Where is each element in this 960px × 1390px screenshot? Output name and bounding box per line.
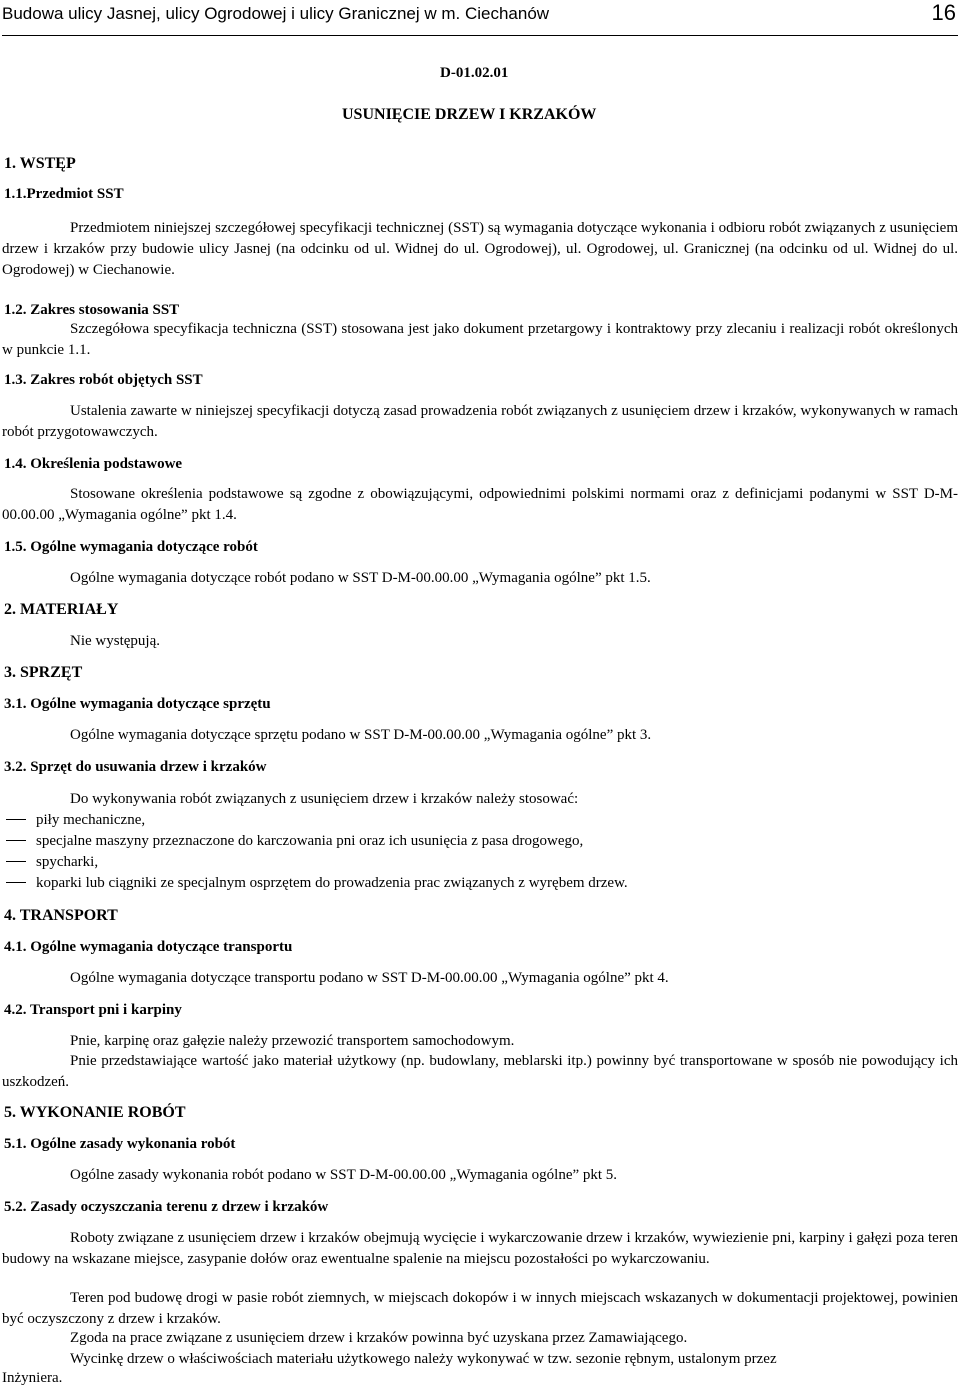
section-5-1-heading: 5.1. Ogólne zasady wykonania robót (4, 1136, 236, 1152)
header-title: Budowa ulicy Jasnej, ulicy Ogrodowej i ulicy Granicznej w m. Ciechanów (2, 4, 550, 23)
section-3-2-heading: 3.2. Sprzęt do usuwania drzew i krzaków (4, 759, 267, 775)
section-2-text: Nie występują. (70, 633, 160, 649)
section-1-5-text: Ogólne wymagania dotyczące robót podano w SST D-M-00.00.00 „Wymagania ogólne” pkt 1.5. (70, 570, 651, 586)
section-5-2-paragraph-3: Zgoda na prace związane z usunięciem drzew i krzaków powinna być uzyskana przez Zamawiającego. (70, 1330, 688, 1346)
section-5-2-paragraph-4: Wycinkę drzew o właściwościach materiału użytkowego należy wykonywać w tzw. sezonie rębnym, ustalonym przez (70, 1351, 777, 1367)
spec-code: D-01.02.01 (440, 65, 509, 81)
spec-title: USUNIĘCIE DRZEW I KRZAKÓW (342, 106, 597, 123)
dash-bullet (6, 819, 26, 821)
section-4-2-text-2: Pnie przedstawiające wartość jako materiał użytkowy (np. budowlany, meblarski itp.) powinny być transportowane w sposób nie powodujący ich uszkodzeń. (2, 1053, 958, 1090)
section-1-4-heading: 1.4. Określenia podstawowe (4, 456, 183, 472)
list-item: koparki lub ciągniki ze specjalnym osprzętem do prowadzenia prac związanych z wyrębem drzew. (6, 873, 628, 894)
section-3-2-text: Do wykonywania robót związanych z usunięciem drzew i krzaków należy stosować: (70, 791, 579, 807)
section-3-heading: 3. SPRZĘT (4, 664, 83, 681)
section-5-1-text: Ogólne zasady wykonania robót podano w SST D-M-00.00.00 „Wymagania ogólne” pkt 5. (70, 1167, 618, 1183)
list-item: specjalne maszyny przeznaczone do karczowania pni oraz ich usunięcia z pasa drogowego, (6, 831, 583, 852)
section-4-heading: 4. TRANSPORT (4, 907, 118, 924)
section-4-1-text: Ogólne wymagania dotyczące transportu podano w SST D-M-00.00.00 „Wymagania ogólne” pkt 4. (70, 970, 669, 986)
section-1-3-text: Ustalenia zawarte w niniejszej specyfikacji dotyczą zasad prowadzenia robót związanych z usunięciem drzew i krzaków, wykonywanych w ramach robót przygotowawczych. (2, 403, 958, 440)
section-1-1-heading: 1.1.Przedmiot SST (4, 186, 124, 202)
section-3-1-heading: 3.1. Ogólne wymagania dotyczące sprzętu (4, 696, 271, 712)
section-1-2-text: Szczegółowa specyfikacja techniczna (SST) stosowana jest jako dokument przetargowy i kontraktowy przy zlecaniu i realizacji robót określonych w punkcie 1.1. (2, 321, 958, 358)
section-1-4-text: Stosowane określenia podstawowe są zgodne z obowiązującymi, odpowiednimi polskimi normami oraz z definicjami podanymi w SST D-M-00.00.00 „Wymagania ogólne” pkt 1.4. (2, 486, 958, 523)
dash-bullet (6, 861, 26, 863)
section-5-2-paragraph-4-end: Inżyniera. (2, 1370, 63, 1386)
page-header (2, 2, 958, 36)
dash-bullet (6, 882, 26, 884)
section-1-2-heading: 1.2. Zakres stosowania SST (4, 302, 180, 318)
section-1-3-heading: 1.3. Zakres robót objętych SST (4, 372, 203, 388)
section-1-1-text: Przedmiotem niniejszej szczegółowej specyfikacji technicznej (SST) są wymagania dotyczące wykonania i odbioru robót związanych z usunięciem drzew i krzaków przy budowie ulicy Jasnej (na odcinku od ul. Widnej do ul. Ogrodowej), ul. Ogrodowej, ul. Granicznej (na odcinku od ul. Widnej do ul. Ogrodowej) w Ciechanowie. (2, 220, 958, 278)
list-item: piły mechaniczne, (6, 810, 145, 831)
section-5-2-paragraph-1: Roboty związane z usunięciem drzew i krzaków obejmują wycięcie i wykarczowanie drzew i krzaków, wywiezienie pni, karpiny i gałęzi poza teren budowy na wskazane miejsce, zasypanie dołów oraz ewentualne spalenie na miejscu pozostałości po wykarczowaniu. (2, 1230, 958, 1267)
dash-bullet (6, 840, 26, 842)
section-1-heading: 1. WSTĘP (4, 155, 76, 172)
section-5-2-heading: 5.2. Zasady oczyszczania terenu z drzew i krzaków (4, 1199, 329, 1215)
section-4-2-text-1: Pnie, karpinę oraz gałęzie należy przewozić transportem samochodowym. (70, 1033, 515, 1049)
section-4-1-heading: 4.1. Ogólne wymagania dotyczące transportu (4, 939, 293, 955)
section-4-2-heading: 4.2. Transport pni i karpiny (4, 1002, 182, 1018)
page-number: 16 (931, 0, 956, 25)
section-5-2-paragraph-2: Teren pod budowę drogi w pasie robót ziemnych, w miejscach dokopów i w innych miejscach wskazanych w dokumentacji projektowej, powinien być oczyszczony z drzew i krzaków. (2, 1290, 958, 1327)
section-2-heading: 2. MATERIAŁY (4, 601, 119, 618)
list-item: spycharki, (6, 852, 98, 873)
section-3-1-text: Ogólne wymagania dotyczące sprzętu podano w SST D-M-00.00.00 „Wymagania ogólne” pkt 3. (70, 727, 652, 743)
section-5-heading: 5. WYKONANIE ROBÓT (4, 1104, 186, 1121)
section-1-5-heading: 1.5. Ogólne wymagania dotyczące robót (4, 539, 258, 555)
